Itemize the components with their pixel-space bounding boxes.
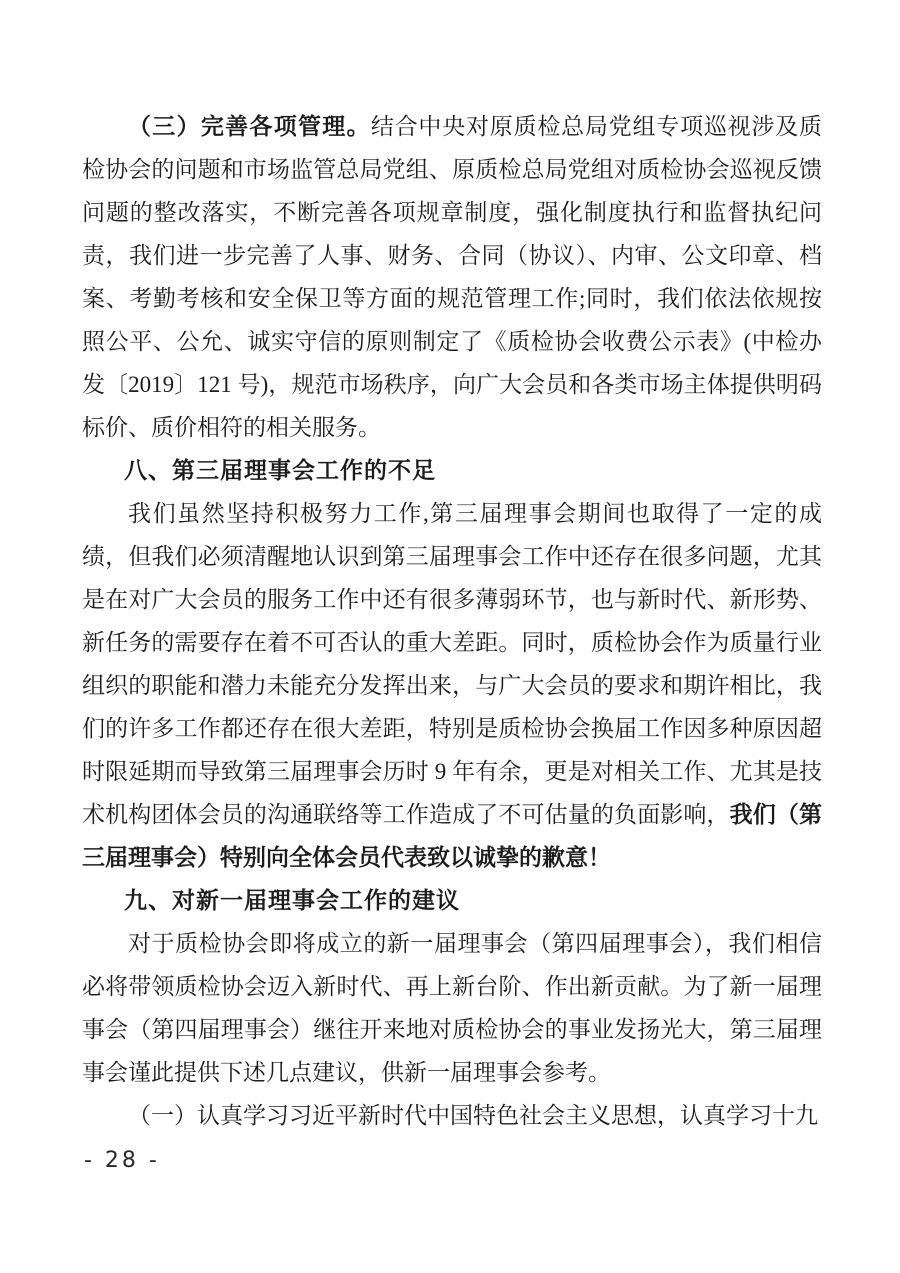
document-content bbox=[82, 105, 822, 1137]
paragraph-body-text: 结合中央对原质检总局党组专项巡视涉及质检协会的问题和市场监管总局党组、原质检总局党组对质检协会巡视反馈问题的整改落实，不断完善各项规章制度，强化制度执行和监督执纪问责，我们进一步完善了人事、财务、合同（协议）、内审、公文印章、档案、考勤考核和安全保卫等方面的规范管理工作;同时，我们依法依规按照公平、公允、诚实守信的原则制定了《质检协会收费公示表》(中检办发〔2019〕121 号)，规范市场秩序，向广大会员和各类市场主体提供明码标价、质价相符的相关服务。 bbox=[82, 114, 823, 440]
heading-section9-suggestions: 九、对新一届理事会工作的建议 bbox=[124, 887, 460, 913]
heading-section8-shortcomings: 八、第三届理事会工作的不足 bbox=[124, 457, 436, 483]
paragraph-section3-management bbox=[82, 105, 822, 449]
paragraph-lead-bold: （三）完善各项管理。 bbox=[128, 114, 371, 139]
apology-emphasis-text: 我们（第三届理事会）特别向全体会员代表致以诚挚的歉意！ bbox=[82, 802, 823, 870]
paragraph-section9-item1: （一）认真学习习近平新时代中国特色社会主义思想，认真学习十九 bbox=[128, 1103, 818, 1128]
paragraph-body-text: 我们虽然坚持积极努力工作,第三届理事会期间也取得了一定的成绩，但我们必须清醒地认识到第三届理事会工作中还存在很多问题，尤其是在对广大会员的服务工作中还有很多薄弱环节，也与新时代、新形势、新任务的需要存在着不可否认的重大差距。同时，质检协会作为质量行业组织的职能和潜力未能充分发挥出来，与广大会员的要求和期许相比，我们的许多工作都还存在很大差距，特别是质检协会换届工作因多种原因超时限延期而导致第三届理事会历时 9 年有余，更是对相关工作、尤其是技术机构团体会员的沟通联络等工作造成了不可估量的负面影响， bbox=[82, 501, 822, 827]
page-number: - 28 - bbox=[84, 1148, 160, 1173]
paragraph-section8-shortcomings bbox=[82, 492, 822, 879]
paragraph-section9-intro: 对于质检协会即将成立的新一届理事会（第四届理事会），我们相信必将带领质检协会迈入新时代、再上新台阶、作出新贡献。为了新一届理事会（第四届理事会）继往开来地对质检协会的事业发扬光大，第三届理事会谨此提供下述几点建议，供新一届理事会参考。 bbox=[82, 931, 822, 1085]
